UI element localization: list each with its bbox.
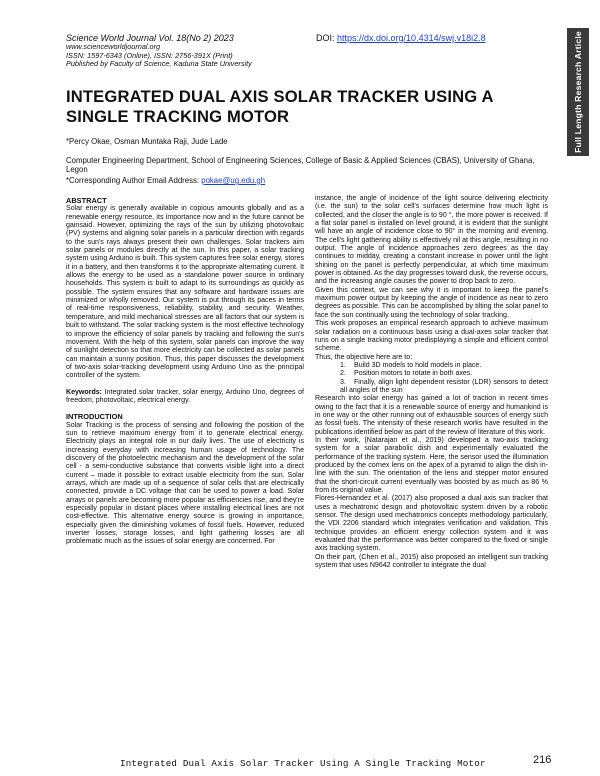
objectives-list — [315, 362, 548, 395]
doi-line — [316, 33, 486, 43]
journal-publisher: Published by Faculty of Science, Kaduna State University — [66, 59, 252, 69]
journal-name: Science World Journal Vol. 18(No 2) 2023 — [66, 33, 234, 43]
running-title: Integrated Dual Axis Solar Tracker Using A Single Tracking Motor — [120, 758, 486, 769]
paragraph: Flores-Hernandez et al. (2017) also proposed a dual axis sun tracker that uses a mechatronic design and photovoltaic system driven by a robotic sensor. The design used mechatronics concepts methodology particularly, the VDI 2206 standard which integrates verification and validation. This technique provides an efficient energy collection system and it was evaluated that the performance was better compared to the fixed or single axis tracking system. — [315, 495, 548, 553]
article-type-label: Full Length Research Article — [573, 31, 583, 153]
paragraph: In their work, (Natarajan et al., 2019) developed a two-axis tracking system for a solar parabolic dish and experimentally evaluated the performance of the tracking system. Here, the sensor used the illumination produced by the cornex lens on the apex of a pyramid to align the dish in-line with the sun. The orientation of the lens and stepper motor ensured that the short-circuit current eventually was boosted by as much as 86 % from its original value. — [315, 436, 548, 495]
abstract-text: Solar energy is generally available in copious amounts globally and as a renewable energy resource, its importance now and in the future cannot be gainsaid. However, optimizing the rays of the sun by utilizing photovoltaic (PV) systems and aligning solar panels in a particular direction with regards to the sun's rays always present their own challenges. Solar trackers aim solar panels or modules directly at the sun. In this paper, a solar tracking system using Arduino is built. This system captures free solar energy, stores it in a battery, and then transforms it to the appropriate alternating current. It allows the energy to be used as a standalone power source in ordinary households. This system is built to adapt to its surroundings as quickly as possible. The system ensures that any software and hardware issues are minimized or wholly removed. Our system is put through its paces in terms of real-time responsiveness, reliability, stability, and security. Weather, temperature, and mild mechanical stresses are all factors that our system is built to withstand. The solar tracking system is the most effective technology to improve the efficiency of solar panels by tracking and following the sun's movement. With the help of this system, solar panels can improve the way of sunlight detection so that more electricity can be collected as solar panels can maintain a sunny position. Thus, this paper discusses the development of two-axis solar-tracking development using Arduino Uno as the principal controller of the system. — [66, 205, 304, 380]
objective-item: 2. Position motors to rotate in both axes. — [340, 370, 473, 378]
objective-item: 1. Build 3D models to hold models in place. — [340, 361, 482, 369]
introduction-heading: INTRODUCTION — [66, 412, 123, 422]
affiliation: Computer Engineering Department, School of Engineering Sciences, College of Basic & Applied Sciences (CBAS), University of Ghana, Legon — [66, 156, 535, 174]
introduction-text: Solar Tracking is the process of sensing and following the position of the sun to retrieve maximum energy from it to generate electrical energy. Electricity plays an integral role in our daily lives. The use of electricity is increasing everyday with increasing human usage of technology. The discovery of the photoelectric mechanism and the development of the solar cell - a semi-conductive substance that converts visible light into a direct current – made it possible to extract usable electricity from the sun. Solar arrays, which are made up of a sequence of solar cells that are electrically connected, provide a DC voltage that can be used to power a load. Solar arrays or panels are becoming more popular as efficiencies rise, and they're especially popular in distant places where installing electrical lines are not cost-effective. This alternative energy source is growing in importance, especially given the diminishing volumes of fossil fuels. However, reduced inverter losses, storage losses, and light gathering losses are all problematic much as the issues of solar energy are concerned. For — [66, 421, 304, 546]
corresponding-author — [66, 176, 265, 185]
keywords — [66, 389, 304, 406]
keywords-label: Keywords: — [66, 388, 103, 396]
doi-link[interactable]: https://dx.doi.org/10.4314/swj.v18i2.8 — [337, 33, 486, 43]
corresponding-email-link[interactable]: pokae@ug.edu.gh — [201, 176, 266, 185]
paragraph: Thus, the objective here are to: — [315, 353, 413, 361]
journal-issn: ISSN: 1597-6343 (Online), ISSN: 2756-391X (Print) — [66, 50, 233, 60]
paragraph: Given this context, we can see why it is important to keep the panel's maximum power output by keeping the angle of incidence as near to zero degrees as possible. This can be accomplished by tilting the solar panel to face the sun continually using the technology of solar tracking. — [315, 286, 548, 319]
right-column — [315, 195, 548, 570]
corresponding-label: *Corresponding Author Email Address: — [66, 176, 202, 185]
journal-header — [66, 33, 252, 69]
paper-title: INTEGRATED DUAL AXIS SOLAR TRACKER USING A SINGLE TRACKING MOTOR — [66, 87, 493, 126]
keywords-text: Integrated solar tracker, solar energy, Arduino Uno, degrees of freedom, photovoltaic, electrical energy. — [66, 388, 304, 404]
page-number: 216 — [533, 754, 552, 766]
left-column — [66, 197, 304, 547]
doi-label: DOI: — [316, 33, 338, 43]
paragraph: Research into solar energy has gained a lot of traction in recent times owing to the fact that it is a renewable source of energy and humankind is in one way or the other running out of exhaustible sources of energy such as fossil fuels. The intensity of these research works have resulted in the publications identified below as part of the review of literature of this work. — [315, 395, 548, 436]
paragraph: This work proposes an empirical research approach to achieve maximum solar radiation on a continuous basis using a dual-axes solar tracker that runs on a single tracking motor predisplaying a simple and efficient control scheme. — [315, 320, 548, 353]
paragraph: instance, the angle of incidence of the light source delivering electricity (i.e. the sun) to the solar cell's surfaces determine how much light is collected, and the closer the angle is to 90 °, the more power is received. If a flat solar panel is installed on level ground, it is evident that the sunlight will have an angle of incidence close to 90° in the morning and evening. The cell's light gathering ability is effectively nil at this angle, resulting in no output. The angle of incidence approaches zero degrees as the day continues to midday, creating a constant increase in power until the light shining on the panel is perfectly perpendicular, at which time maximum power is obtained. As the day progresses toward dusk, the reverse occurs, and the increasing angle causes the power to drop back to zero. — [315, 195, 548, 286]
abstract-heading: ABSTRACT — [66, 196, 107, 205]
author-list: *Percy Okae, Osman Muntaka Raji, Jude Lade — [66, 137, 228, 146]
paragraph: On their part, (Chen et al., 2015) also proposed an intelligent sun tracking system that uses N9642 controller to integrate the dual — [315, 553, 548, 570]
journal-site: www.scienceworldjournal.org — [66, 42, 161, 51]
article-type-sidebar — [567, 28, 589, 156]
objective-item: 3. Finally, align light dependent resistor (LDR) sensors to detect all angles of the sun — [340, 378, 548, 394]
